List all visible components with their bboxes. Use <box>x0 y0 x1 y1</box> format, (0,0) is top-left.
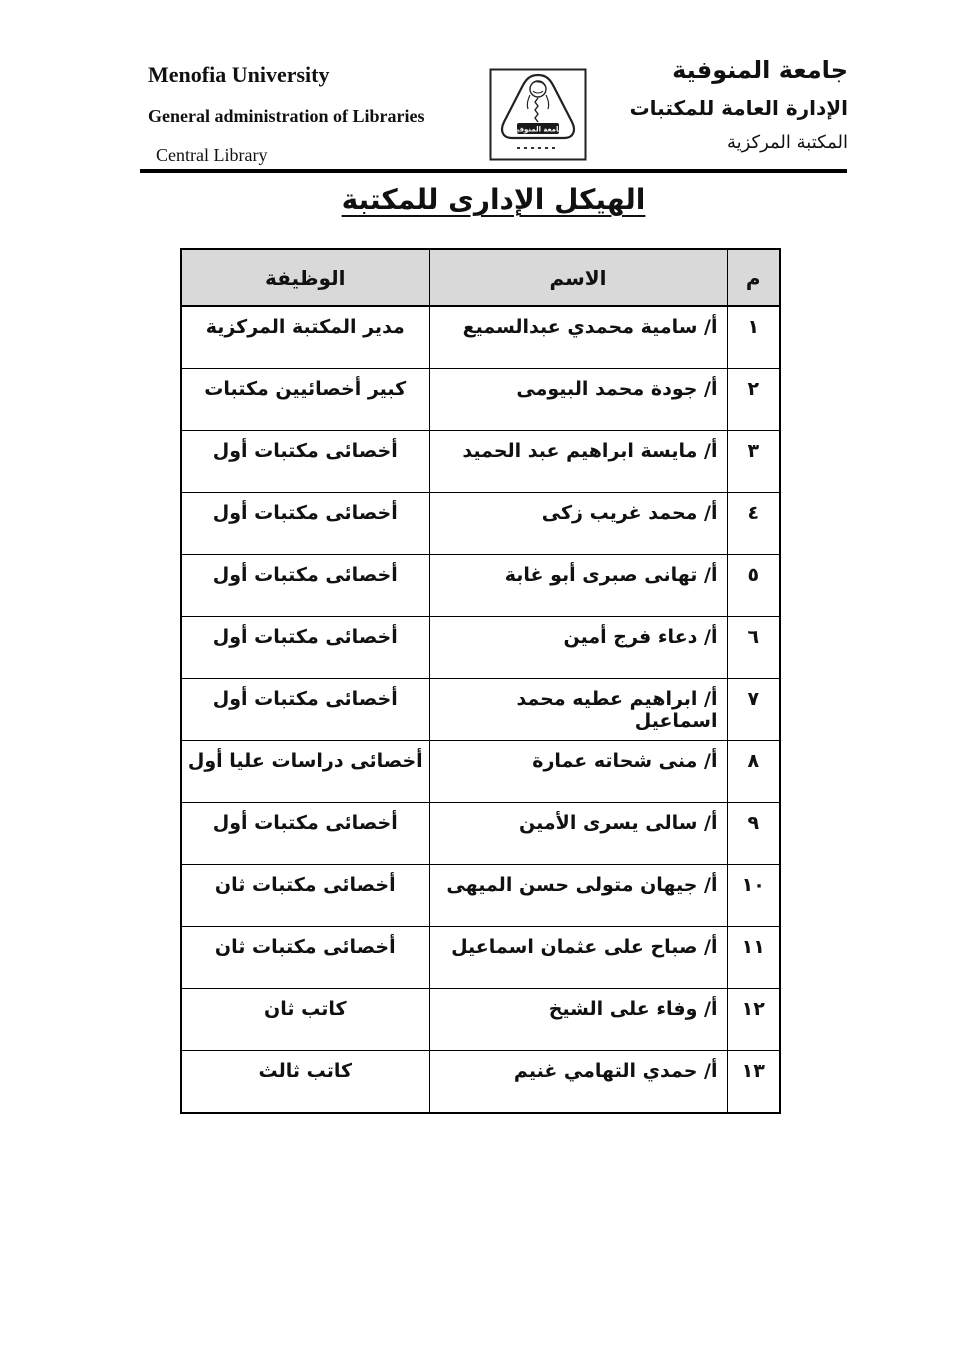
university-name-ar: جامعة المنوفية <box>672 56 848 84</box>
page-title: الهيكل الإدارى للمكتبة <box>341 183 646 216</box>
staff-job-title: أخصائى مكتبات ثان <box>181 865 429 927</box>
staff-table-header <box>181 249 780 306</box>
table-row <box>181 431 780 493</box>
staff-name: أ/ محمد غريب زكى <box>429 493 727 555</box>
staff-name: أ/ جودة محمد البيومى <box>429 369 727 431</box>
table-row <box>181 369 780 431</box>
table-body <box>181 306 780 1113</box>
table-row <box>181 989 780 1051</box>
staff-name: أ/ وفاء على الشيخ <box>429 989 727 1051</box>
staff-job-title: أخصائى مكتبات ثان <box>181 927 429 989</box>
table-row <box>181 555 780 617</box>
row-index: ٧ <box>727 679 780 741</box>
table-row <box>181 803 780 865</box>
row-index: ٢ <box>727 369 780 431</box>
staff-job-title: كاتب ثان <box>181 989 429 1051</box>
staff-job-title: أخصائى مكتبات أول <box>181 555 429 617</box>
row-index: ٩ <box>727 803 780 865</box>
staff-job-title: أخصائى مكتبات أول <box>181 493 429 555</box>
row-index: ١١ <box>727 927 780 989</box>
column-header-index: م <box>727 249 780 306</box>
table-row <box>181 741 780 803</box>
table-row <box>181 927 780 989</box>
header-divider-rule <box>140 169 847 173</box>
staff-name: أ/ سامية محمدي عبدالسميع <box>429 306 727 369</box>
staff-job-title: مدير المكتبة المركزية <box>181 306 429 369</box>
table-row <box>181 493 780 555</box>
staff-name: أ/ صباح على عثمان اسماعيل <box>429 927 727 989</box>
library-name-en: Central Library <box>156 145 268 165</box>
row-index: ٦ <box>727 617 780 679</box>
staff-name: أ/ تهانى صبرى أبو غابة <box>429 555 727 617</box>
row-index: ١ <box>727 306 780 369</box>
staff-table <box>180 248 781 1114</box>
row-index: ١٣ <box>727 1051 780 1114</box>
staff-name: أ/ دعاء فرج أمين <box>429 617 727 679</box>
staff-name: أ/ منى شحاته عمارة <box>429 741 727 803</box>
row-index: ٤ <box>727 493 780 555</box>
staff-job-title: كاتب ثالث <box>181 1051 429 1114</box>
staff-name: أ/ جيهان متولى حسن الميهى <box>429 865 727 927</box>
row-index: ١٠ <box>727 865 780 927</box>
staff-job-title: أخصائى دراسات عليا أول <box>181 741 429 803</box>
administration-name-ar: الإدارة العامة للمكتبات <box>629 96 848 120</box>
library-name-ar: المكتبة المركزية <box>726 132 848 153</box>
column-header-job: الوظيفة <box>181 249 429 306</box>
table-row <box>181 865 780 927</box>
row-index: ٣ <box>727 431 780 493</box>
staff-job-title: أخصائى مكتبات أول <box>181 679 429 741</box>
table-row <box>181 679 780 741</box>
staff-name: أ/ مايسة ابراهيم عبد الحميد <box>429 431 727 493</box>
staff-job-title: كبير أخصائيين مكتبات <box>181 369 429 431</box>
letterhead-english <box>148 62 478 166</box>
table-row <box>181 306 780 369</box>
administration-name-en: General administration of Libraries <box>148 106 425 126</box>
staff-job-title: أخصائى مكتبات أول <box>181 431 429 493</box>
row-index: ١٢ <box>727 989 780 1051</box>
staff-name: أ/ حمدي التهامي غنيم <box>429 1051 727 1114</box>
row-index: ٨ <box>727 741 780 803</box>
university-name-en: Menofia University <box>148 62 330 87</box>
staff-job-title: أخصائى مكتبات أول <box>181 617 429 679</box>
logo-banner-text: جامعة المنوفية <box>512 125 564 134</box>
staff-name: أ/ ابراهيم عطيه محمد اسماعيل <box>429 679 727 741</box>
column-header-name: الاسم <box>429 249 727 306</box>
row-index: ٥ <box>727 555 780 617</box>
staff-job-title: أخصائى مكتبات أول <box>181 803 429 865</box>
letterhead-arabic <box>518 56 848 153</box>
table-row <box>181 617 780 679</box>
staff-name: أ/ سالى يسرى الأمين <box>429 803 727 865</box>
table-row <box>181 1051 780 1114</box>
